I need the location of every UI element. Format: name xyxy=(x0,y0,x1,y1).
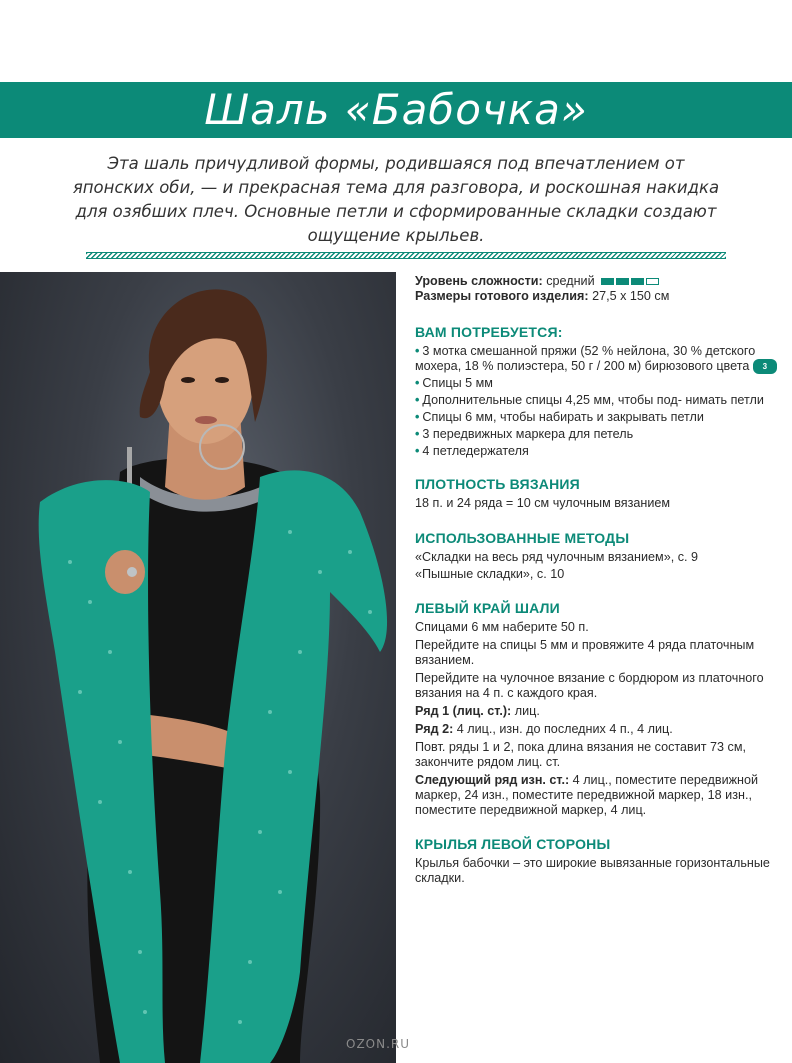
methods-title: ИСПОЛЬЗОВАННЫЕ МЕТОДЫ xyxy=(415,530,630,547)
difficulty-level-icon xyxy=(616,278,629,285)
material-text: 4 петледержателя xyxy=(422,444,529,459)
row-2-instruction xyxy=(415,722,785,737)
row-label: Следующий ряд изн. ст.: xyxy=(415,773,570,788)
row-label: Ряд 2: xyxy=(415,722,454,737)
material-text: 3 передвижных маркера для петель xyxy=(422,427,634,442)
pattern-column xyxy=(415,274,785,889)
left-edge-title: ЛЕВЫЙ КРАЙ ШАЛИ xyxy=(415,600,560,617)
size-label: Размеры готового изделия: xyxy=(415,289,589,304)
list-item: • Спицы 5 мм xyxy=(415,376,493,391)
instruction-text: Спицами 6 мм наберите 50 п. xyxy=(415,620,589,635)
material-text: 3 мотка смешанной пряжи (52 % нейлона, 30 % детского мохера, 18 % полиэстера, 50 г / 200 м) бирюзового цвета xyxy=(415,344,756,374)
size-row xyxy=(415,289,785,304)
difficulty-row xyxy=(415,274,785,289)
watermark: OZON.RU xyxy=(346,1037,411,1051)
method-item: «Пышные складки», с. 10 xyxy=(415,567,565,582)
materials-list xyxy=(415,344,785,459)
difficulty-level-icon xyxy=(631,278,644,285)
material-text: Спицы 5 мм xyxy=(422,376,493,391)
model-illustration xyxy=(0,272,396,1063)
row-label: Ряд 1 (лиц. ст.): xyxy=(415,704,512,719)
size-value: 27,5 х 150 см xyxy=(592,289,670,304)
row-text: лиц. xyxy=(511,704,540,719)
instruction-text: Повт. ряды 1 и 2, пока длина вязания не составит 73 см, закончите рядом лиц. ст. xyxy=(415,740,746,770)
list-item: • Дополнительные спицы 4,25 мм, чтобы под- нимать петли xyxy=(415,393,764,408)
list-item: • 4 петледержателя xyxy=(415,444,529,459)
list-item: • 3 мотка смешанной пряжи (52 % нейлона, 30 % детского мохера, 18 % полиэстера, 50 г / 200 м) бирюзового цвета 3 xyxy=(415,344,785,374)
page-title: Шаль «Бабочка» xyxy=(204,85,588,134)
row-1-instruction xyxy=(415,704,785,719)
intro-paragraph: Эта шаль причудливой формы, родившаяся под впечатлением от японских оби, — и прекрасная тема для разговора, и роскошная накидка для озябших плеч. Основные петли и сформированные складки создают ощущение крыльев. xyxy=(72,154,720,245)
yarn-weight-badge: 3 xyxy=(753,359,777,374)
gauge-title: ПЛОТНОСТЬ ВЯЗАНИЯ xyxy=(415,476,580,493)
model-photo xyxy=(0,272,396,1063)
materials-title: ВАМ ПОТРЕБУЕТСЯ: xyxy=(415,324,563,341)
difficulty-indicator xyxy=(601,274,661,289)
wings-text: Крылья бабочки – это широкие вывязанные горизонтальные складки. xyxy=(415,856,770,886)
difficulty-label: Уровень сложности: xyxy=(415,274,543,288)
difficulty-value: средний xyxy=(546,274,595,288)
difficulty-level-empty-icon xyxy=(646,278,659,285)
row-text: 4 лиц., поместите передвижной маркер, 24 изн., поместите передвижной маркер, 18 изн., поместите передвижной маркер, 4 лиц. xyxy=(415,773,759,818)
decorative-divider xyxy=(86,252,726,259)
next-row-instruction xyxy=(415,773,785,818)
instruction-text: Перейдите на чулочное вязание с бордюром из платочного вязания на 4 п. с каждого края. xyxy=(415,671,764,701)
list-item: • 3 передвижных маркера для петель xyxy=(415,427,634,442)
row-text: 4 лиц., изн. до последних 4 п., 4 лиц. xyxy=(453,722,673,737)
gauge-text: 18 п. и 24 ряда = 10 см чулочным вязанием xyxy=(415,496,671,511)
method-item: «Складки на весь ряд чулочным вязанием», с. 9 xyxy=(415,550,699,565)
list-item: • Спицы 6 мм, чтобы набирать и закрывать петли xyxy=(415,410,704,425)
instruction-text: Перейдите на спицы 5 мм и провяжите 4 ряда платочным вязанием. xyxy=(415,638,755,668)
material-text: Спицы 6 мм, чтобы набирать и закрывать петли xyxy=(422,410,704,425)
difficulty-level-icon xyxy=(601,278,614,285)
material-text: Дополнительные спицы 4,25 мм, чтобы под- нимать петли xyxy=(422,393,764,408)
wings-title: КРЫЛЬЯ ЛЕВОЙ СТОРОНЫ xyxy=(415,836,611,853)
